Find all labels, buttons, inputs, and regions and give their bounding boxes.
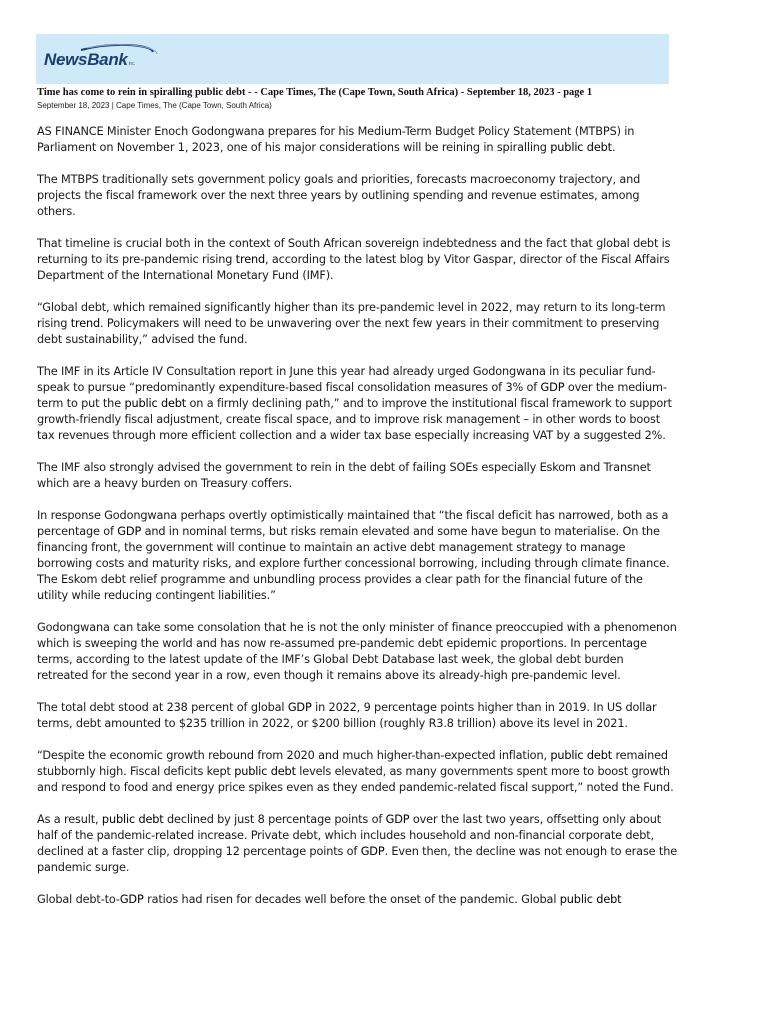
article-paragraph xyxy=(37,124,677,156)
article-body xyxy=(37,124,677,924)
paragraph-text: “Global debt, which remained significantly higher than its pre-pandemic level in 2022, may return to its long-term rising xyxy=(37,301,666,330)
highlighted-term: GDP xyxy=(287,701,312,714)
paragraph-text: . Even then, the decline was not enough to erase the pandemic surge. xyxy=(37,845,678,874)
highlighted-term: public debt xyxy=(101,813,164,826)
paragraph-text: AS FINANCE Minister Enoch Godongwana prepares for his Medium-Term Budget Policy Statement (MTBPS) in Parliament on November 1, 2023, one of his major considerations will be reining in spiralling xyxy=(37,125,635,154)
highlighted-term: public debt xyxy=(559,893,622,906)
paragraph-text: over the medium-term to put the xyxy=(37,381,667,410)
paragraph-text: over the last two years, offsetting only about half of the pandemic-related increase. Private debt, which includes household and non-financial corporate debt, declined at a faster clip, dropping 12 percentage points of xyxy=(37,813,662,858)
highlighted-term: GDP xyxy=(117,525,142,538)
highlighted-term: GDP xyxy=(119,893,144,906)
paragraph-text: Godongwana can take some consolation that he is not the only minister of finance preoccupied with a phenomenon which is sweeping the world and has now re-assumed pre-pandemic debt epidemic proportions. In percentage terms, according to the latest update of the IMF’s Global Debt Database last week, the global debt burden retreated for the second year in a row, even though it remains above its already-high pre-pandemic level. xyxy=(37,621,677,682)
paragraph-text: The total debt stood at 238 percent of global xyxy=(37,701,288,714)
paragraph-text: “Despite the economic growth rebound from 2020 and much higher-than-expected inflation, xyxy=(37,749,551,762)
article-paragraph xyxy=(37,892,677,908)
highlighted-term: public debt xyxy=(550,749,612,762)
paragraph-text: Global debt-to- xyxy=(37,893,120,906)
paragraph-text: ratios had risen for decades well before the onset of the pandemic. Global xyxy=(143,893,560,906)
logo-wordmark: NewsBankinc. xyxy=(44,50,136,69)
paragraph-text: As a result, xyxy=(37,813,102,826)
article-paragraph xyxy=(37,364,677,444)
document-title: Time has come to rein in spiralling public debt - - Cape Times, The (Cape Town, South Africa) - September 18, 2023 - page 1 xyxy=(37,87,593,98)
highlighted-term: public debt xyxy=(234,765,296,778)
highlighted-term: GDP xyxy=(540,381,565,394)
paragraph-text: levels elevated, as many governments spent more to boost growth and respond to food and energy price spikes even as they ended pandemic-related fiscal support,” noted the Fund. xyxy=(37,765,674,794)
newsbank-logo[interactable] xyxy=(41,44,191,74)
paragraph-text: in 2022, 9 percentage points higher than in 2019. In US dollar terms, debt amounted to $235 trillion in 2022, or $200 billion (roughly R3.8 trillion) above its level in 2021. xyxy=(37,701,657,730)
article-paragraph xyxy=(37,172,677,220)
document-meta: September 18, 2023 | Cape Times, The (Cape Town, South Africa) xyxy=(37,101,272,110)
paragraph-text: In response Godongwana perhaps overtly optimistically maintained that “the fiscal deficit has narrowed, both as a percentage of xyxy=(37,509,669,538)
paragraph-text: The IMF in its Article IV Consultation report in June this year had already urged Godongwana in its peculiar fund-speak to pursue “predominantly expenditure-based fiscal consolidation measures of 3% of xyxy=(37,365,656,394)
paragraph-text: on a firmly declining path,” and to improve the institutional fiscal framework to support growth-friendly fiscal adjustment, create fiscal space, and to improve risk management – in other words to boost tax revenues through more efficient collection and a wider tax base especially increasing VAT by a suggested 2%. xyxy=(37,397,672,442)
highlighted-term: trend xyxy=(235,253,266,266)
paragraph-text: The MTBPS traditionally sets government policy goals and priorities, forecasts macroeconomy trajectory, and projects the fiscal framework over the next three years by outlining spending and revenue estimates, among others. xyxy=(37,173,641,218)
highlighted-term: trend xyxy=(70,317,101,330)
article-paragraph xyxy=(37,748,677,796)
newsbank-banner xyxy=(36,34,669,84)
paragraph-text: declined by just 8 percentage points of xyxy=(163,813,386,826)
paragraph-text: . Policymakers will need to be unwavering over the next few years in their commitment to preserving debt sustainability,” advised the fund. xyxy=(37,317,660,346)
article-paragraph xyxy=(37,812,677,876)
paragraph-text: The IMF also strongly advised the government to rein in the debt of failing SOEs especially Eskom and Transnet which are a heavy burden on Treasury coffers. xyxy=(37,461,651,490)
paragraph-text: , according to the latest blog by Vitor Gaspar, director of the Fiscal Affairs Department of the International Monetary Fund (IMF). xyxy=(37,253,670,282)
article-paragraph xyxy=(37,236,677,284)
article-paragraph xyxy=(37,620,677,684)
article-paragraph xyxy=(37,460,677,492)
highlighted-term: GDP xyxy=(360,845,385,858)
paragraph-text: . xyxy=(611,141,616,154)
highlighted-term: public debt xyxy=(124,397,187,410)
highlighted-term: GDP xyxy=(385,813,410,826)
highlighted-term: public debt xyxy=(550,141,612,154)
paragraph-text: That timeline is crucial both in the context of South African sovereign indebtedness and the fact that global debt is returning to its pre-pandemic rising xyxy=(37,237,671,266)
article-paragraph xyxy=(37,300,677,348)
article-paragraph xyxy=(37,508,677,604)
paragraph-text: remained stubbornly high. Fiscal deficits kept xyxy=(37,749,668,778)
article-paragraph xyxy=(37,700,677,732)
paragraph-text: and in nominal terms, but risks remain elevated and some have begun to materialise. On the financing front, the government will continue to maintain an active debt management strategy to manage borrowing costs and maturity risks, and explore further concessional borrowing, including through climate finance. The Eskom debt relief programme and unbundling process provides a clear path for the financial future of the utility while reducing contingent liabilities.” xyxy=(37,525,670,602)
